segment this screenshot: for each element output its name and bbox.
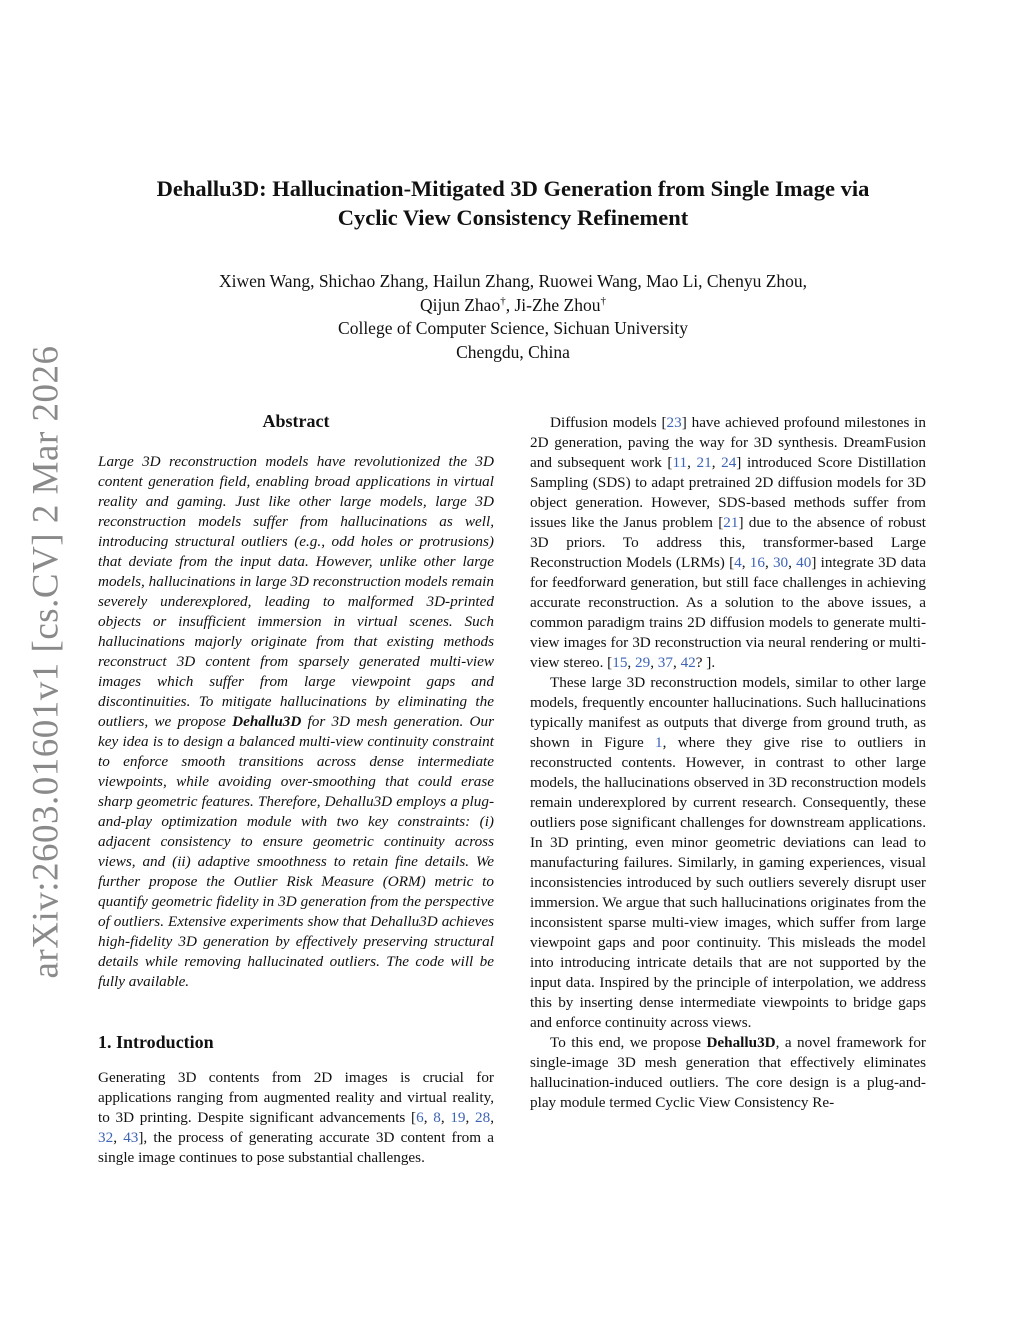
abstract-heading: Abstract [262,411,330,431]
citation-link[interactable]: 16 [749,554,765,571]
citation-link[interactable]: 30 [772,554,789,571]
citation-link[interactable]: 32 [98,1129,114,1146]
citation-link[interactable]: 40 [796,554,812,571]
author-block [100,270,926,364]
citation-link[interactable]: 37 [657,654,673,671]
arxiv-identifier: arXiv:2603.01601v1 [cs.CV] 2 Mar 2026 [25,345,67,979]
citation-link[interactable]: 21 [696,454,712,471]
citation-link[interactable]: 8 [433,1109,441,1126]
intro-paragraphs [530,413,926,1113]
corresponding-dagger: † [600,294,606,307]
author-jizhe-zhou: Ji-Zhe Zhou [514,294,601,315]
author-separator: , [505,294,515,315]
corresponding-dagger: † [500,294,506,307]
citation-link[interactable]: 15 [612,654,628,671]
left-column [98,409,494,1168]
citation-link[interactable]: 6 [416,1109,424,1126]
citation-link[interactable]: 43 [123,1129,139,1146]
citation-link[interactable]: 11 [672,454,688,471]
location: Chengdu, China [456,341,570,362]
figure-link[interactable]: 1 [655,734,663,751]
author-qijun-zhao: Qijun Zhao [420,294,501,315]
citation-link[interactable]: 24 [721,454,737,471]
arxiv-sidebar [0,0,90,1325]
method-name: Dehallu3D [706,1034,776,1051]
title-line-1: Dehallu3D: Hallucination-Mitigated 3D Generation from Single Image via [156,176,870,201]
section-heading-introduction: 1. Introduction [98,1032,214,1052]
citation-link[interactable]: 23 [666,414,682,431]
citation-link[interactable]: 42 [680,654,696,671]
citation-link[interactable]: 4 [734,554,742,571]
method-name: Dehallu3D [232,713,302,730]
citation-link[interactable]: 21 [723,514,739,531]
citation-link[interactable]: 28 [475,1109,491,1126]
citation-link[interactable]: 29 [635,654,651,671]
author-line-2 [100,294,926,318]
right-column [530,413,926,1113]
title-line-2: Cyclic View Consistency Refinement [337,205,689,230]
intro-paragraph-4: To this end, we propose Dehallu3D, a novel framework for single-image 3D mesh generation that effectively eliminates hallucination-induced outliers. The core design is a plug-and-play module termed Cyclic View Consistency Re- [530,1034,926,1111]
intro-paragraph-1: Generating 3D contents from 2D images is crucial for applications ranging from augmented reality and virtual reality, to 3D printing. Despite significant advancements [6, 8, 19, 28, 32, 43], the process of generating accurate 3D content from a single image continues to pose substantial challenges. [98,1069,495,1166]
abstract-text: Large 3D reconstruction models have revolutionized the 3D content generation field, enabling broad applications in virtual reality and gaming. Just like other large models, large 3D reconstruction models suffer from hallucinations as well, introducing structural outliers (e.g., odd holes or protrusions) that deviate from the input data. However, unlike other large models, hallucinations in large 3D reconstruction models remain severely underexplored, leading to malformed 3D-printed objects or insufficient immersion in virtual scenes. Such hallucinations majorly originate from that existing methods reconstruct 3D content from sparsely generated multi-view images which suffer from large viewpoint gaps and discontinuities. To mitigate hallucinations by eliminating the outliers, we propose Dehallu3D for 3D mesh generation. Our key idea is to design a balanced multi-view continuity constraint to enforce smooth transitions across dense intermediate viewpoints, while avoiding over-smoothing that could erase sharp geometric features. Therefore, Dehallu3D employs a plug-and-play optimization module with two key constraints: (i) adjacent consistency to ensure geometric continuity across views, and (ii) adaptive smoothness to retain fine details. We further propose the Outlier Risk Measure (ORM) metric to quantify geometric fidelity in 3D generation from the perspective of outliers. Extensive experiments show that Dehallu3D achieves high-fidelity 3D generation by effectively preserving structural details while removing hallucinated outliers. The code will be fully available. [98,453,494,990]
intro-paragraph-3: These large 3D reconstruction models, similar to other large models, frequently encounter hallucinations. Such hallucinations typically manifest as outputs that diverge from ground truth, as shown in Figure 1, where they give rise to outliers in reconstructed contents. However, in contrast to other large models, the hallucinations observed in 3D reconstruction models remain underexplored by current research. Consequently, these outliers pose significant challenges for downstream applications. In 3D printing, even minor geometric deviations can lead to manufacturing failures. Similarly, in gaming experiences, visual inconsistencies introduced by such outliers severely disrupt user immersion. We argue that such hallucinations originates from the inconsistent sparse multi-view images, which suffer from large viewpoint gaps and poor continuity. This misleads the model into introducing intricate details that are not supported by the input data. Inspired by the principle of interpolation, we address this by inserting dense intermediate viewpoints to bridge gaps and enforce continuity across views. [530,674,926,1031]
citation-link[interactable]: 19 [450,1109,466,1126]
author-line-1: Xiwen Wang, Shichao Zhang, Hailun Zhang, Ruowei Wang, Mao Li, Chenyu Zhou, [218,271,808,291]
intro-paragraph-2: Diffusion models [23] have achieved profound milestones in 2D generation, paving the way for 3D synthesis. DreamFusion and subsequent work [11, 21, 24] introduced Score Distillation Sampling (SDS) to adapt pretrained 2D diffusion models for 3D object generation. However, SDS-based methods suffer from issues like the Janus problem [21] due to the absence of robust 3D priors. To address this, transformer-based Large Reconstruction Models (LRMs) [4, 16, 30, 40] integrate 3D data for feedforward generation, but still face challenges in achieving accurate reconstruction. As a solution to the above issues, a common paradigm trains 2D diffusion models to generate multi-view images for 3D reconstruction via neural rendering or multi-view stereo. [15, 29, 37, 42? ]. [530,414,927,671]
paper-title [100,174,926,232]
affiliation: College of Computer Science, Sichuan University [338,318,688,338]
